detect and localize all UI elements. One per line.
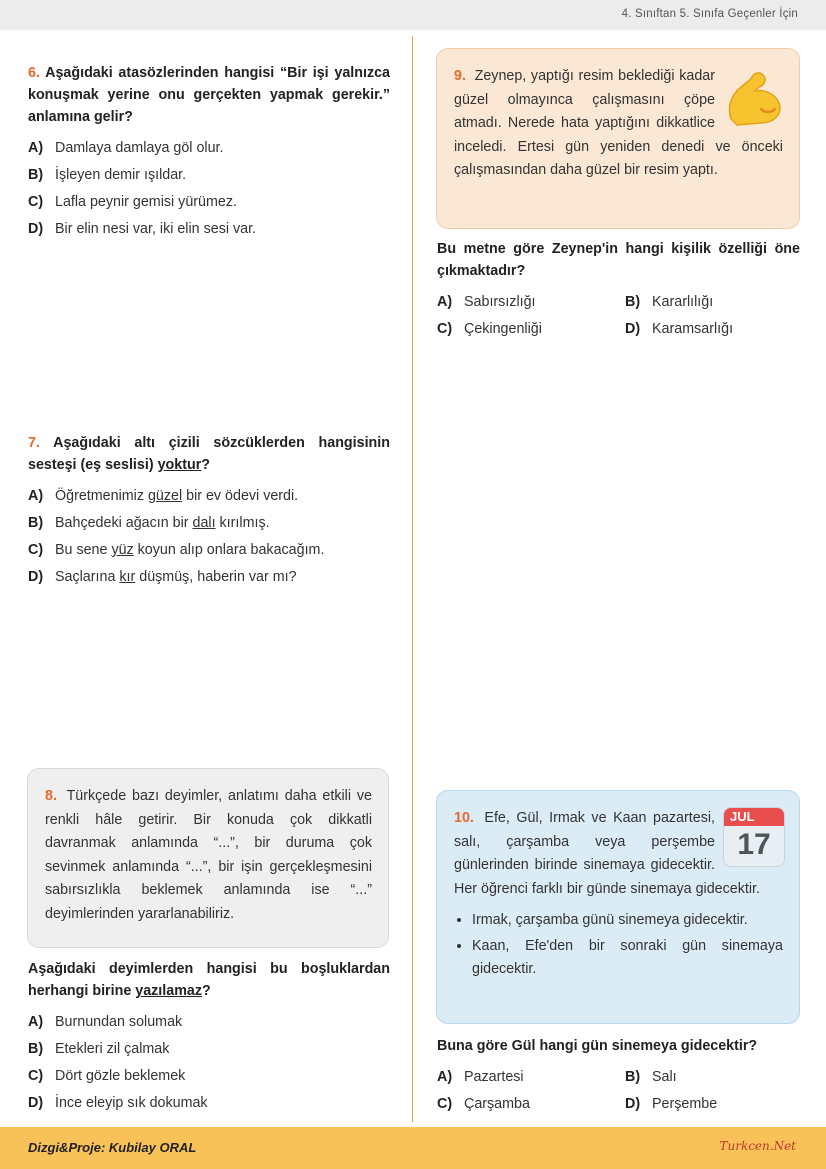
question-6 [28, 62, 390, 242]
option-letter: C) [28, 1067, 44, 1084]
option-letter: C) [437, 320, 453, 337]
question-8-stem [28, 958, 390, 1002]
option-text-post: koyun alıp onlara bakacağım. [133, 541, 325, 558]
option-text-pre: Saçlarına [55, 568, 120, 585]
question-8-passage-box [27, 768, 389, 948]
option-letter: B) [28, 1040, 44, 1057]
question-10-options [437, 1063, 800, 1117]
question-8-passage: Türkçede bazı deyimler, anlatımı daha etkili ve renkli hâle getirir. Bir konuda çok dikkatli davranmak anlamında “...”, bir duruma çok sevinmek anlamında “...”, bir işin gerçekleşmesini sabırsızlıkla beklemek anlamında ise “...” deyimlerinden yararlanabiliriz. [45, 788, 372, 922]
question-6-number: 6. [28, 65, 40, 81]
question-8-text: Aşağıdaki deyimlerden hangisi bu boşluklardan herhangi birine [28, 961, 390, 999]
option-text [55, 512, 270, 534]
option-letter: B) [625, 1068, 641, 1085]
question-7-number: 7. [28, 435, 40, 451]
option-text: Bir elin nesi var, iki elin sesi var. [55, 220, 257, 237]
option-text: Perşembe [652, 1095, 718, 1112]
option-text: Etekleri zil çalmak [55, 1040, 170, 1057]
option-letter: C) [437, 1095, 453, 1112]
option-text [55, 485, 298, 507]
question-8-number: 8. [45, 788, 57, 804]
question-6-options [28, 134, 390, 242]
question-9 [437, 238, 800, 342]
option-b[interactable] [28, 1035, 390, 1062]
column-divider [412, 36, 413, 1122]
question-6-stem [28, 62, 390, 128]
flexed-biceps-icon [721, 65, 787, 129]
option-text: Karamsarlığı [652, 320, 734, 337]
list-item: • Irmak, çarşamba günü sinemeya gidecektir. [472, 909, 783, 933]
calendar-body [723, 807, 785, 867]
option-text: Damlaya damlaya göl olur. [55, 139, 224, 156]
footer-credit: Dizgi&Proje: Kubilay ORAL [28, 1140, 197, 1155]
option-d[interactable] [625, 1090, 813, 1117]
option-a[interactable] [437, 288, 625, 315]
question-8-underlined: yazılamaz [135, 983, 203, 999]
option-c[interactable] [437, 315, 625, 342]
option-b[interactable] [28, 161, 390, 188]
option-text-pre: Bu sene [55, 541, 112, 558]
option-a[interactable] [28, 1008, 390, 1035]
underlined-word: kır [119, 568, 136, 585]
page-footer [0, 1127, 826, 1169]
calendar-day: 17 [737, 828, 771, 861]
option-c[interactable] [28, 1062, 390, 1089]
option-letter: B) [28, 514, 44, 531]
option-text: Sabırsızlığı [464, 293, 536, 310]
calendar-month: JUL [724, 808, 784, 826]
header-title: 4. Sınıftan 5. Sınıfa Geçenler İçin [621, 8, 798, 20]
option-b[interactable] [625, 288, 813, 315]
option-text: Pazartesi [464, 1068, 524, 1085]
option-letter: C) [28, 541, 44, 558]
option-d[interactable] [28, 1089, 390, 1116]
option-letter: D) [625, 320, 641, 337]
option-d[interactable] [625, 315, 813, 342]
option-text: Salı [652, 1068, 677, 1085]
question-7-text: Aşağıdaki altı çizili sözcüklerden hangisinin sesteşi (eş seslisi) [28, 435, 390, 473]
question-10-number: 10. [454, 810, 474, 826]
question-9-passage: Zeynep, yaptığı resim beklediği kadar güzel olmayınca çalışmasını çöpe atmadı. Nerede hata yaptığını dikkatlice inceledi. Ertesi gün yeniden denedi ve önceki çalışmasından daha güzel bir resim yaptı. [454, 68, 783, 178]
option-text: Kararlılığı [652, 293, 714, 310]
option-text: İnce eleyip sık dokumak [55, 1094, 208, 1111]
list-item: • Kaan, Efe'den bir sonraki gün sinemaya gidecektir. [472, 935, 783, 982]
option-text-post: kırılmış. [215, 514, 270, 531]
underlined-word: yüz [111, 541, 134, 558]
option-a[interactable] [28, 482, 390, 509]
option-letter: A) [28, 1013, 44, 1030]
option-text: Çekingenliği [464, 320, 542, 337]
question-7-underlined: yoktur [157, 457, 202, 473]
option-c[interactable] [28, 536, 390, 563]
question-8-mark: ? [202, 983, 211, 999]
option-text [55, 539, 324, 561]
option-b[interactable] [625, 1063, 813, 1090]
option-letter: A) [28, 487, 44, 504]
option-b[interactable] [28, 509, 390, 536]
option-letter: B) [28, 166, 44, 183]
calendar-icon [723, 807, 785, 869]
option-a[interactable] [437, 1063, 625, 1090]
option-letter: B) [625, 293, 641, 310]
question-9-passage-box [436, 48, 800, 229]
question-9-stem: Bu metne göre Zeynep'in hangi kişilik özelliği öne çıkmaktadır? [437, 241, 800, 279]
question-7-options [28, 482, 390, 590]
question-7 [28, 432, 390, 590]
option-text-pre: Bahçedeki ağacın bir [55, 514, 193, 531]
option-text: Lafla peynir gemisi yürümez. [55, 193, 237, 210]
question-8 [28, 958, 390, 1116]
option-letter: A) [437, 1068, 453, 1085]
question-10-clues [454, 909, 783, 982]
option-text-post: düşmüş, haberin var mı? [135, 568, 297, 585]
question-9-number: 9. [454, 68, 466, 84]
question-8-options [28, 1008, 390, 1116]
question-10-passage-box [436, 790, 800, 1024]
option-c[interactable] [437, 1090, 625, 1117]
option-letter: D) [28, 1094, 44, 1111]
question-6-text: Aşağıdaki atasözlerinden hangisi “Bir işi yalnızca konuşmak yerine onu gerçekten yapmak gerekir.” anlamına gelir? [28, 65, 390, 125]
question-10 [437, 1035, 800, 1117]
option-text: Dört gözle beklemek [55, 1067, 186, 1084]
option-d[interactable] [28, 215, 390, 242]
option-text: Burnundan solumak [55, 1013, 183, 1030]
site-logo: Turkcen.Net [719, 1139, 796, 1153]
option-letter: A) [437, 293, 453, 310]
question-10-passage: Efe, Gül, Irmak ve Kaan pazartesi, salı, çarşamba veya perşembe günlerinden birinde sinemaya gidecektir. Her öğrenci farklı bir günde sinemaya gidecektir. [454, 810, 760, 897]
option-text [55, 566, 297, 588]
underlined-word: dalı [192, 514, 216, 531]
option-c[interactable] [28, 188, 390, 215]
option-letter: A) [28, 139, 44, 156]
underlined-word: güzel [147, 487, 183, 504]
option-letter: D) [625, 1095, 641, 1112]
page-header [0, 0, 826, 30]
option-letter: D) [28, 568, 44, 585]
option-d[interactable] [28, 563, 390, 590]
option-text: İşleyen demir ışıldar. [55, 166, 187, 183]
question-7-mark: ? [201, 457, 210, 473]
option-text-pre: Öğretmenimiz [55, 487, 148, 504]
option-a[interactable] [28, 134, 390, 161]
question-10-stem: Buna göre Gül hangi gün sinemeya gidecektir? [437, 1038, 758, 1054]
option-letter: D) [28, 220, 44, 237]
question-9-options [437, 288, 800, 342]
question-7-stem [28, 432, 390, 476]
option-letter: C) [28, 193, 44, 210]
option-text-post: bir ev ödevi verdi. [182, 487, 299, 504]
option-text: Çarşamba [464, 1095, 530, 1112]
